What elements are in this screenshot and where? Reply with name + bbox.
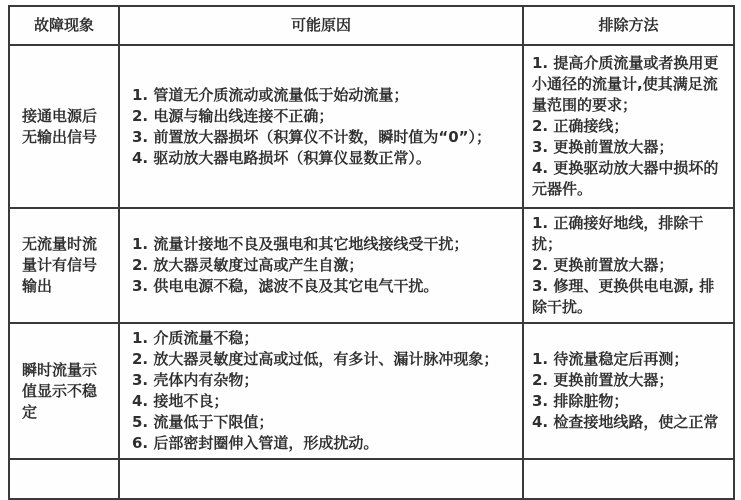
cell-causes (119, 208, 523, 323)
table-row-partial (9, 459, 734, 499)
list-line: 1. 介质流量不稳； (132, 329, 259, 347)
list-line: 5. 流量低于下限值； (132, 413, 274, 431)
list-line: 1. 管道无介质流动或流量低于始动流量； (132, 85, 409, 104)
cell-methods (523, 45, 734, 208)
cell-causes (119, 45, 523, 208)
list-line: 2. 放大器灵敏度过高或产生自激； (132, 256, 364, 274)
cell-methods-empty (523, 459, 734, 499)
list-line: 2. 更换前置放大器； (532, 371, 674, 389)
cell-methods (523, 208, 734, 323)
list-line: 2. 电源与输出线连接不正确； (132, 106, 334, 125)
cell-phenomenon: 接通电源后无输出信号 (9, 45, 119, 208)
list-line: 6. 后部密封圈伸入管道，形成扰动。 (132, 434, 379, 452)
table-header-row (9, 6, 734, 45)
list-line: 2. 放大器灵敏度过高或过低，有多计、漏计脉冲现象； (132, 350, 499, 368)
table-row (9, 323, 734, 459)
troubleshooting-table (8, 5, 735, 500)
list-line: 3. 壳体内有杂物； (132, 371, 259, 389)
table-row (9, 208, 734, 323)
list-line: 3. 更换前置放大器； (532, 138, 674, 156)
list-line: 1. 提高介质流量或者换用更小通径的流量计,使其满足流量范围的要求； (532, 54, 719, 114)
list-line: 3. 前置放大器损坏（积算仪不计数，瞬时值为“0”）； (132, 127, 492, 146)
list-line: 2. 更换前置放大器； (532, 256, 674, 274)
list-line: 3. 供电电源不稳，滤波不良及其它电气干扰。 (132, 277, 439, 295)
list-line: 2. 正确接线； (532, 117, 629, 135)
cell-phenomenon: 无流量时流量计有信号输出 (9, 208, 119, 323)
cell-phenomenon: 瞬时流量示值显示不稳定 (9, 323, 119, 459)
cell-phenomenon-empty (9, 459, 119, 499)
header-remedies: 排除方法 (523, 6, 734, 45)
cell-methods (523, 323, 734, 459)
cell-causes (119, 323, 523, 459)
list-line: 4. 驱动放大器电路损坏（积算仪显数正常）。 (132, 148, 431, 167)
table-row (9, 45, 734, 208)
list-line: 4. 接地不良； (132, 392, 229, 410)
list-line: 3. 修理、更换供电电源, 排除干扰。 (532, 277, 715, 316)
list-line: 3. 排除脏物； (532, 392, 629, 410)
list-line: 1. 流量计接地不良及强电和其它地线接线受干扰； (132, 235, 469, 253)
header-possible-causes: 可能原因 (119, 6, 523, 45)
list-line: 4. 检查接地线路，使之正常 (532, 413, 719, 431)
cell-causes-empty (119, 459, 523, 499)
list-line: 1. 待流量稳定后再测； (532, 350, 689, 368)
list-line: 1. 正确接好地线，排除干扰； (532, 214, 704, 253)
header-fault-phenomenon: 故障现象 (9, 6, 119, 45)
list-line: 4. 更换驱动放大器中损坏的元器件。 (532, 159, 719, 198)
